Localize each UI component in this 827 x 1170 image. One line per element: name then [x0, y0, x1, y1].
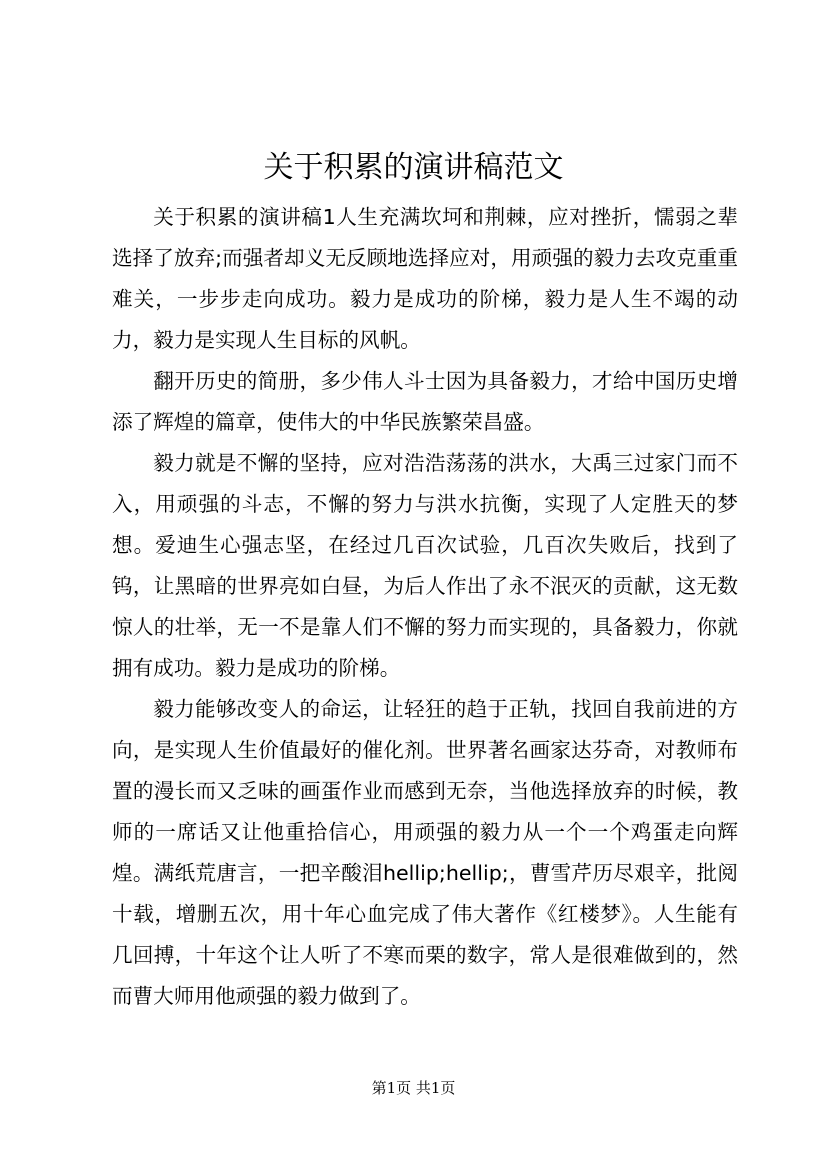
paragraph: 毅力能够改变人的命运，让轻狂的趋于正轨，找回自我前进的方向，是实现人生价值最好的催化剂。世界著名画家达芬奇，对教师布置的漫长而又乏味的画蛋作业而感到无奈，当他选择放弃的时候，教师的一席话又让他重拾信心，用顽强的毅力从一个一个鸡蛋走向辉煌。满纸荒唐言，一把辛酸泪hellip;hellip;，曹雪芹历尽艰辛，批阅十载，增删五次，用十年心血完成了伟大著作《红楼梦》。人生能有几回搏，十年这个让人听了不寒而栗的数字，常人是很难做到的，然而曹大师用他顽强的毅力做到了。 [112, 697, 738, 1008]
paragraph: 翻开历史的简册，多少伟人斗士因为具备毅力，才给中国历史增添了辉煌的篇章，使伟大的中华民族繁荣昌盛。 [112, 369, 738, 434]
page-footer: 第1页 共1页 [371, 1079, 456, 1097]
paragraph: 关于积累的演讲稿1人生充满坎坷和荆棘，应对挫折，懦弱之辈选择了放弃;而强者却义无反顾地选择应对，用顽强的毅力去攻克重重难关，一步步走向成功。毅力是成功的阶梯，毅力是人生不竭的动力，毅力是实现人生目标的风帆。 [112, 205, 738, 352]
paragraph: 毅力就是不懈的坚持，应对浩浩荡荡的洪水，大禹三过家门而不入，用顽强的斗志，不懈的努力与洪水抗衡，实现了人定胜天的梦想。爱迪生心强志坚，在经过几百次试验，几百次失败后，找到了钨，让黑暗的世界亮如白昼，为后人作出了永不泯灭的贡献，这无数惊人的壮举，无一不是靠人们不懈的努力而实现的，具备毅力，你就拥有成功。毅力是成功的阶梯。 [112, 451, 738, 680]
document-body [112, 197, 738, 1017]
page-title: 关于积累的演讲稿范文 [263, 150, 564, 185]
